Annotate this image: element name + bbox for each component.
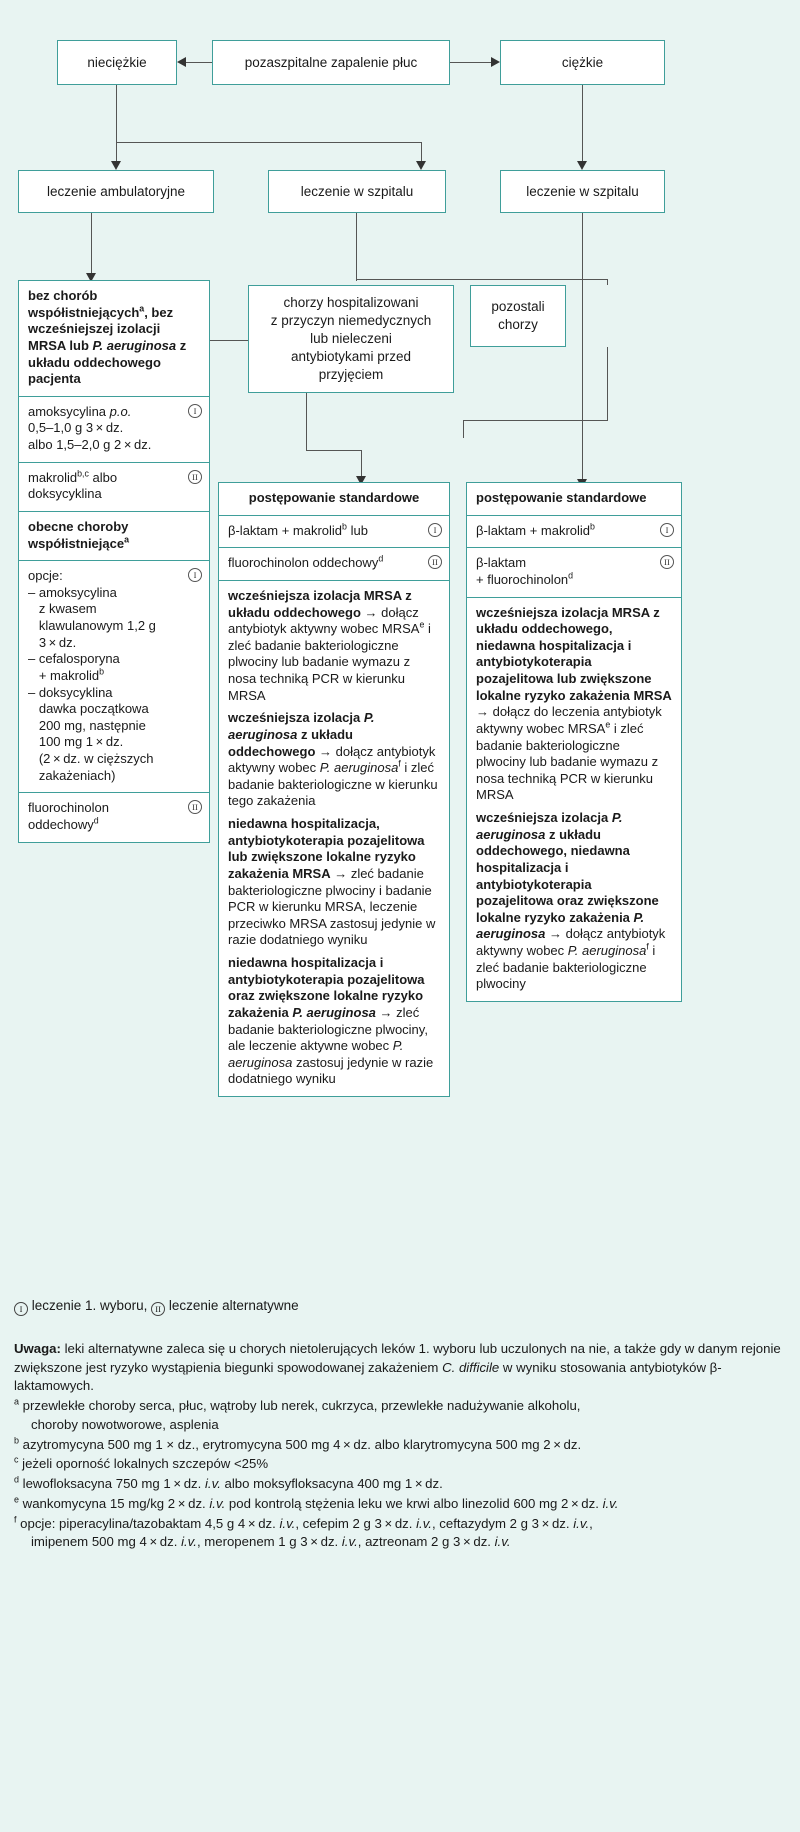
option-marker-ii: II [188, 800, 202, 814]
node-leczenie-w-szpitalu-mid[interactable] [268, 170, 446, 213]
footnote-d: $^d$ lewofloksacyna 750 mg 1 × dz. i.v. albo moksyfloksacyna 400 mg 1 × dz. [14, 1474, 443, 1492]
node-pozaszpitalne-zapalenie-pluc[interactable] [212, 40, 450, 85]
left-col-cell-1[interactable]: II makrolid$^{b,c}$ albo doksycyklina [19, 463, 209, 512]
left-col-cell-0[interactable]: I amoksycylina p.o. 0,5–1,0 g 3 × dz. albo 1,5–2,0 g 2 × dz. [19, 397, 209, 463]
connector-hospital-right-down [582, 213, 583, 481]
right-col-cell-1[interactable]: II β-laktam + fluorochinolon$^d$ [467, 548, 681, 597]
node-hospitalized-line-1: z przyczyn niemedycznych [270, 313, 432, 329]
arrowhead-to-hospital-right [577, 161, 587, 170]
connector-pozostali-down2 [463, 420, 464, 438]
notes-block [14, 1340, 786, 1553]
arrowhead-to-nieciezkie [177, 57, 186, 67]
scenario-paragraph: wcześniejsza izolacja P. aeruginosa z układu oddechowego, niedawna hospitalizacja i antybiotykoterapia pozajelitowa oraz zwiększone lokalne ryzyko zakażenia P. aeruginosa → dołącz antybiotyk aktywny wobec P. aeruginosa$^f$ i zleć badanie bakteriologiczne plwociny [476, 810, 666, 992]
left-col-header: bez chorób współistniejących$^a$, bez wcześniejszej izolacji MRSA lub P. aeruginosa z układu oddechowego pacjenta [19, 281, 209, 397]
node-chorzy-hospitalizowani[interactable] [248, 285, 454, 393]
footnote-e: $^e$ wankomycyna 15 mg/kg 2 × dz. i.v. pod kontrolą stężenia leku we krwi albo linezolid 600 mg 2 × dz. i.v. [14, 1494, 619, 1511]
right-col-scenarios [467, 598, 681, 1001]
scenario-paragraph: niedawna hospitalizacja, antybiotykoterapia pozajelitowa lub zwiększone lokalne ryzyko zakażenia MRSA → zleć badanie bakteriologiczne plwociny i badanie PCR w kierunku MRSA, leczenie przeciwko MRSA zastosuj jedynie w razie dodatniego wyniku [228, 816, 436, 948]
mid-col-header-label: postępowanie standardowe [248, 490, 420, 505]
option-marker-ii: II [188, 470, 202, 484]
node-leczenie-w-szpitalu-right[interactable] [500, 170, 665, 213]
node-hospitalized-line-4: przyjęciem [318, 366, 384, 382]
connector-center-to-left [186, 62, 212, 63]
column-right-severe-care [466, 482, 682, 1002]
option-marker-i: I [660, 523, 674, 537]
left-col-cell-3[interactable]: I opcje: – amoksycylina z kwasem klawulanowym 1,2 g 3 × dz. – cefalosporyna + makrolid$^b$ – doksycyklina dawka początkowa 200 mg, następnie 100 mg 1 × dz. (2 × dz. w cięższych zakażeniach) [19, 561, 209, 793]
node-hospital-right-label: leczenie w szpitalu [526, 183, 639, 199]
arrowhead-to-hospital-mid [416, 161, 426, 170]
scenario-paragraph: wcześniejsza izolacja P. aeruginosa z układu oddechowego → dołącz antybiotyk aktywny wobec P. aeruginosa$^f$ i zleć badanie bakteriologiczne w kierunku tego zakażenia [228, 710, 438, 809]
node-nieciezkie[interactable] [57, 40, 177, 85]
arrowhead-to-ciezkie [491, 57, 500, 67]
connector-hospital-mid-down [356, 213, 357, 281]
node-hospitalized-line-3: antybiotykami przed [290, 348, 412, 364]
legend-second-text: leczenie alternatywne [168, 1298, 299, 1313]
connector-ambulatory-down [91, 213, 92, 275]
option-marker-ii: II [660, 555, 674, 569]
scenario-paragraph: wcześniejsza izolacja MRSA z układu oddechowego, niedawna hospitalizacja i antybiotykoterapia pozajelitowa lub zwiększone lokalne ryzyko zakażenia MRSA → dołącz do leczenia antybiotyk aktywny wobec MRSA$^e$ i zleć badanie bakteriologiczne plwociny lub badanie wymazu z nosa techniką PCR w kierunku MRSA [476, 604, 672, 803]
node-ciezkie[interactable] [500, 40, 665, 85]
right-col-header-label: postępowanie standardowe [476, 490, 647, 505]
column-left-nieciezkie-ambulatory [18, 280, 210, 843]
note-uwaga-label: Uwaga: [14, 1341, 61, 1356]
connector-ciezkie-down [582, 85, 583, 163]
node-pozostali-line-1: chorzy [498, 317, 538, 332]
legend [14, 1298, 299, 1316]
connector-hospital-mid-branch [356, 279, 608, 280]
node-ambulatory-label: leczenie ambulatoryjne [46, 183, 186, 199]
node-nieciezkie-label: nieciężkie [87, 54, 147, 70]
scenario-paragraph: wcześniejsza izolacja MRSA z układu oddechowego → dołącz antybiotyk aktywny wobec MRSA$^e$ i zleć badanie bakteriologiczne plwociny lub badanie wymazu z nosa techniką PCR w kierunku MRSA [228, 587, 431, 703]
left-col-cell-4[interactable]: II fluorochinolon oddechowy$^d$ [19, 793, 209, 841]
column-mid-standard-care [218, 482, 450, 1097]
legend-marker-ii: II [151, 1302, 165, 1316]
scenario-paragraph: niedawna hospitalizacja i antybiotykoterapia pozajelitowa oraz zwiększone lokalne ryzyko zakażenia P. aeruginosa → zleć badanie bakteriologiczne plwociny, ale leczenie aktywne wobec P. aeruginosa zastosuj jedynie w razie dodatniego wyniku [228, 955, 434, 1087]
connector-nieciezkie-branch [116, 142, 422, 143]
connector-hospitalized-down [306, 393, 307, 451]
legend-marker-i: I [14, 1302, 28, 1316]
option-marker-i: I [428, 523, 442, 537]
node-hospitalized-line-2: lub nieleczeni [310, 331, 392, 347]
connector-branch-to-hospital-mid [421, 142, 422, 163]
node-pozostali-chorzy[interactable] [470, 285, 566, 347]
connector-branch-to-pozostali [607, 279, 608, 285]
mid-col-cell-1[interactable]: II fluorochinolon oddechowy$^d$ [219, 548, 449, 581]
connector-pozostali-down [607, 347, 608, 421]
note-uwaga: Uwaga: leki alternatywne zaleca się u chorych nietolerujących leków 1. wyboru lub uczulonych na nie, a także gdy w danym rejonie zwiększone jest ryzyko wystąpienia biegunki spowodowanej zakażeniem C. difficile w wyniku stosowania antybiotyków β-laktamowych. [14, 1341, 781, 1394]
footnote-f: $^f$ opcje: piperacylina/tazobaktam 4,5 g 4 × dz. i.v., cefepim 2 g 3 × dz. i.v., ceftazydym 2 g 3 × dz. i.v., imipenem 500 mg 4 × dz. i.v., meropenem 1 g 3 × dz. i.v., aztreonam 2 g 3 × dz. i.v. [14, 1514, 593, 1550]
node-pozostali-line-0: pozostali [491, 299, 545, 315]
node-hospitalized-line-0: chorzy hospitalizowani [283, 295, 419, 311]
connector-to-mid-col-head [361, 450, 362, 478]
right-col-header [467, 483, 681, 516]
option-marker-i: I [188, 568, 202, 582]
mid-col-header [219, 483, 449, 516]
mid-col-scenarios [219, 581, 449, 1096]
left-col-cell-2-header: obecne choroby współistniejące$^a$ [19, 512, 209, 561]
node-hospital-mid-label: leczenie w szpitalu [300, 183, 414, 199]
mid-col-cell-0[interactable]: I β-laktam + makrolid$^b$ lub [219, 516, 449, 549]
node-ciezkie-label: ciężkie [561, 54, 604, 70]
right-col-cell-0[interactable]: I β-laktam + makrolid$^b$ [467, 516, 681, 549]
arrowhead-to-ambulatory [111, 161, 121, 170]
node-pozaszpitalne-label: pozaszpitalne zapalenie płuc [244, 54, 418, 70]
node-leczenie-ambulatoryjne[interactable] [18, 170, 214, 213]
connector-center-to-right [450, 62, 491, 63]
legend-first-text: leczenie 1. wyboru, [31, 1298, 148, 1313]
connector-nieciezkie-down [116, 85, 117, 163]
connector-hospitalized-to-mid-col [306, 450, 362, 451]
connector-pozostali-left [463, 420, 608, 421]
footnote-a: $^a$ przewlekłe choroby serca, płuc, wątroby lub nerek, cukrzyca, przewlekłe nadużywanie alkoholu, choroby nowotworowe, asplenia [14, 1396, 581, 1432]
option-marker-i: I [188, 404, 202, 418]
option-marker-ii: II [428, 555, 442, 569]
footnote-b: $^b$ azytromycyna 500 mg 1 × dz., erytromycyna 500 mg 4 × dz. albo klarytromycyna 500 mg 2 × dz. [14, 1435, 582, 1452]
footnote-c: $^c$ jeżeli oporność lokalnych szczepów <25% [14, 1455, 269, 1472]
